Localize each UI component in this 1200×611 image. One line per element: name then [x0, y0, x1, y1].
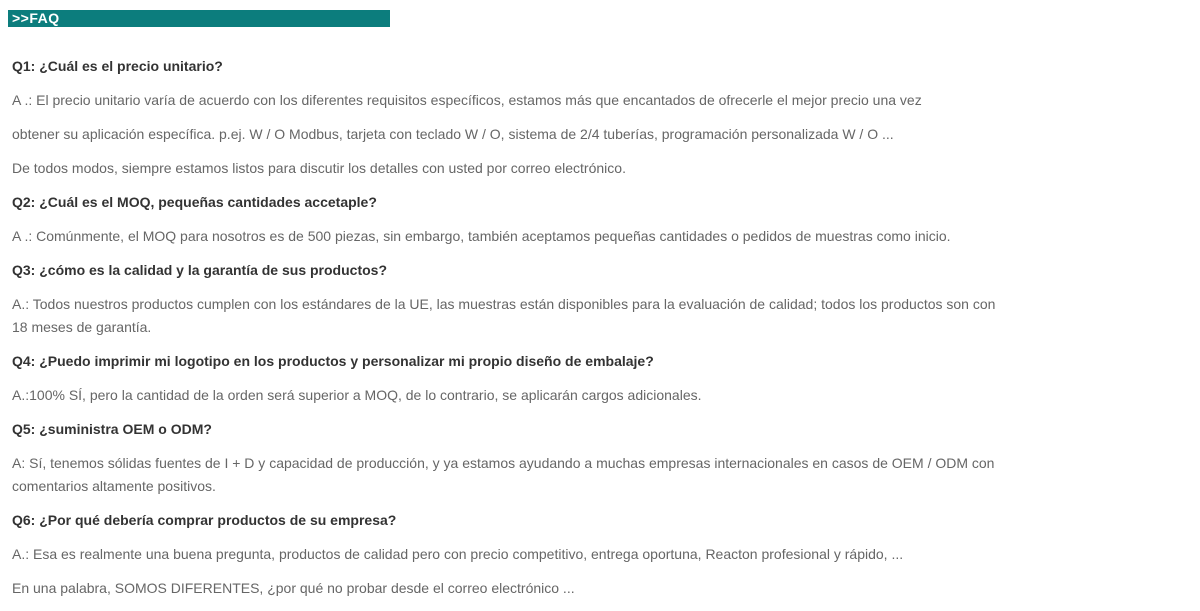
faq-answer-line: A: Sí, tenemos sólidas fuentes de I + D y capacidad de producción, y ya estamos ayudando a muchas empresas internacionales en casos de OEM / ODM con: [12, 455, 995, 471]
faq-question-5: Q5: ¿suministra OEM o ODM?: [12, 421, 212, 437]
faq-answer-line: A.: Esa es realmente una buena pregunta, productos de calidad pero con precio competitivo, entrega oportuna, Reacton profesional y rápido, ...: [12, 546, 904, 562]
faq-question-3: Q3: ¿cómo es la calidad y la garantía de sus productos?: [12, 262, 387, 278]
faq-question-1: Q1: ¿Cuál es el precio unitario?: [12, 58, 223, 74]
faq-answer-line: 18 meses de garantía.: [12, 319, 152, 335]
faq-answer-line: A .: Comúnmente, el MOQ para nosotros es de 500 piezas, sin embargo, también aceptamos pequeñas cantidades o pedidos de muestras como inicio.: [12, 228, 951, 244]
faq-question-4: Q4: ¿Puedo imprimir mi logotipo en los productos y personalizar mi propio diseño de embalaje?: [12, 353, 654, 369]
faq-answer-line: En una palabra, SOMOS DIFERENTES, ¿por qué no probar desde el correo electrónico ...: [12, 580, 575, 596]
faq-answer-line: A .: El precio unitario varía de acuerdo con los diferentes requisitos específicos, estamos más que encantados de ofrecerle el mejor precio una vez: [12, 92, 922, 108]
faq-section-header: >>FAQ: [8, 10, 390, 27]
faq-answer-wrapped: [12, 452, 1188, 498]
faq-answer-line: A.: Todos nuestros productos cumplen con los estándares de la UE, las muestras están disponibles para la evaluación de calidad; todos los productos son con: [12, 296, 996, 312]
faq-answer-wrapped: [12, 293, 1188, 339]
faq-answer-line: comentarios altamente positivos.: [12, 478, 216, 494]
faq-answer-line: De todos modos, siempre estamos listos para discutir los detalles con usted por correo electrónico.: [12, 160, 626, 176]
faq-answer-line: obtener su aplicación específica. p.ej. W / O Modbus, tarjeta con teclado W / O, sistema de 2/4 tuberías, programación personalizada W / O ...: [12, 126, 894, 142]
faq-answer-line: A.:100% SÍ, pero la cantidad de la orden será superior a MOQ, de lo contrario, se aplicarán cargos adicionales.: [12, 387, 702, 403]
faq-question-6: Q6: ¿Por qué debería comprar productos de su empresa?: [12, 512, 397, 528]
faq-question-2: Q2: ¿Cuál es el MOQ, pequeñas cantidades accetaple?: [12, 194, 377, 210]
faq-content: [12, 27, 1188, 611]
